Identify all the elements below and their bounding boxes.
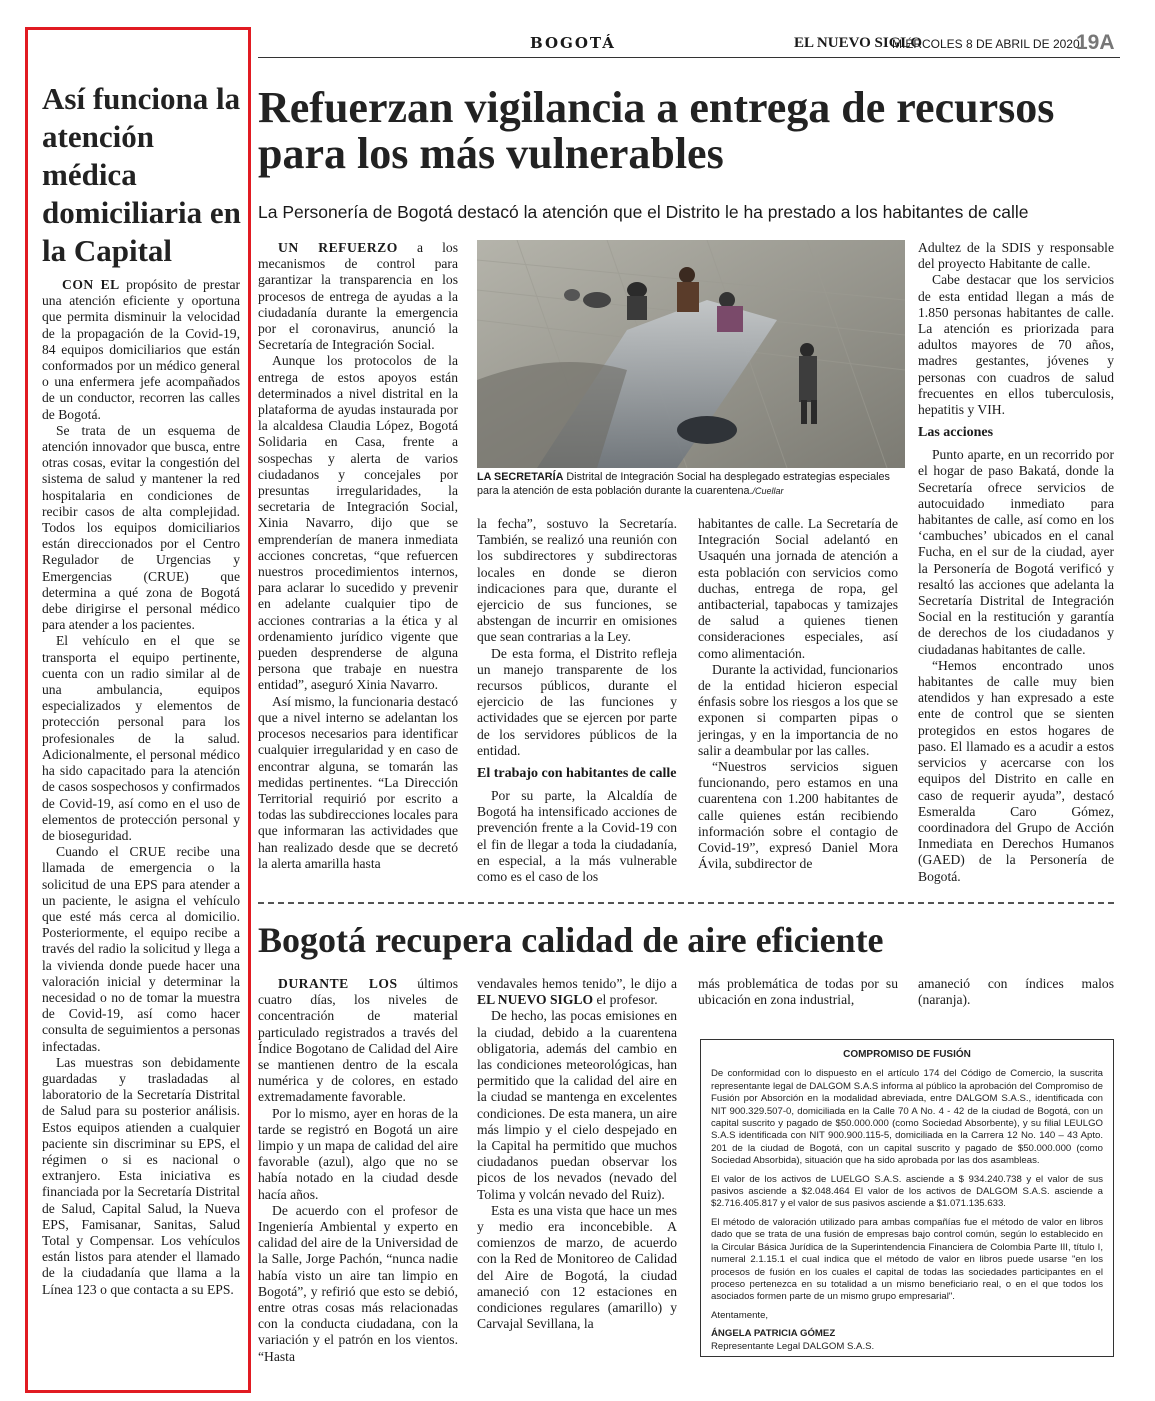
- article1-paragraph: Aunque los protocolos de la entrega de estos apoyos están determinados a nivel distrital en la plataforma de ayudas instaurada por la alcaldesa Claudia López, Bogotá Solidaria en Casa, frente a sospechas y alerta de varios ciudadanos y concejales por presuntas irregularidades, la secretaria de Integración Social, Xinia Navarro, dijo que se emprenderían de manera inmediata acciones concretas, “que refuercen nuestros procedimientos internos, para aclarar lo sucedido y prevenir en adelante cualquier tipo de acciones contrarias a la ética y al ordenamiento jurídico vigente que pueden desprenderse de alguna persona que trabaje en nuestra entidad”, aseguró Xinia Navarro.: [258, 353, 458, 693]
- notice-signer-title: Representante Legal DALGOM S.A.S.: [711, 1340, 875, 1352]
- article1-column-3: [698, 516, 898, 872]
- article1-paragraph: De esta forma, el Distrito refleja un manejo transparente de los recursos públicos, durante el ejercicio de las funciones y actividades que se ejercen por parte de los servidores públicos de la entidad.: [477, 645, 677, 758]
- main-subhead: La Personería de Bogotá destacó la atención que el Distrito le ha prestado a los habitantes de calle: [258, 202, 1029, 222]
- article-divider: [258, 902, 1114, 904]
- article1-paragraph: la fecha”, sostuvo la Secretaría. También, se realizó una reunión con los subdirectores y subdirectoras locales en donde se dieron indicaciones para que, durante el ejercicio de sus funciones, se abstengan de incurrir en omisiones que sean contrarias a la Ley.: [477, 516, 677, 645]
- article2-paragraph: De acuerdo con el profesor de Ingeniería Ambiental y experto en calidad del aire de la Universidad de la Salle, Jorge Pachón, “nunca nadie había visto un aire tan limpio en Bogotá”, y refirió que esto se debió, entre otras cosas más relacionadas con la conducta ciudadana, con la variación y el patrón en los vientos. “Hasta: [258, 1202, 458, 1364]
- notice-paragraph: De conformidad con lo dispuesto en el artículo 174 del Código de Comercio, la suscrita representante legal de DALGOM S.A.S informa al público la aprobación del Compromiso de Fusión por Absorción en la modalidad abreviada, entre DALGOM S.A.S., identificada con NIT 900.329.507-0, domiciliada en la Calle 70 A No. 4 - 42 de la ciudad de Bogotá, con un capital suscrito y pagado de $50.000.000 (como Sociedad Absorbente), y su filial LEULGO S.A.S identificada con NIT 900.900.115-5, domiciliada en la Carrera 12 No. 140 – 43 Apto. 201 de la ciudad de Bogotá, con un capital suscrito y pagado de $50.000.000 (como Sociedad Absorbida), situación que ha sido aprobada por las dos asambleas.: [711, 1068, 1103, 1167]
- caption-lead: LA SECRETARÍA: [477, 471, 564, 483]
- article1-paragraph: Cabe destacar que los servicios de esta entidad llegan a más de 1.850 personas habitantes de calle. La atención es priorizada para adultos mayores de 70 años, madres gestantes, jóvenes y personas con cuadros de salud frecuentes en ellos tuberculosis, hepatitis y VIH.: [918, 272, 1114, 418]
- photo-caption: [477, 471, 905, 498]
- article2-paragraph: amaneció con índices malos (naranja).: [918, 976, 1114, 1008]
- notice-closing: Atentamente,: [711, 1309, 769, 1321]
- notice-paragraph: El valor de los activos de LUELGO S.A.S. asciende a $ 934.240.738 y el valor de sus pasivos asciende a $2.048.464 El valor de los activos de DALGOM S.A.S. asciende a $2.716.405.817 y el valor de sus pasivos asciende a $1.071.135.633.: [711, 1173, 1103, 1210]
- legal-notice-box: [700, 1039, 1114, 1357]
- sidebar-paragraph: Las muestras son debidamente guardadas y trasladadas al laboratorio de la Secretaría Distrital de Salud para su posterior análisis. Estos equipos atienden a cualquier paciente sin discriminar su EPS, el régimen o si es nacional o extranjero. Esta iniciativa es financiada por la Secretaría Distrital de Salud, Capital Salud, la Nueva EPS, Famisanar, Sanitas, Salud Total y Compensar. Los vehículos están listos para atender el llamado de la ciudadanía que llama a la Línea 123 o que contacta a su EPS.: [42, 1054, 240, 1297]
- notice-title: COMPROMISO DE FUSIÓN: [843, 1049, 971, 1060]
- sidebar-lead-bold: CON EL: [62, 277, 120, 292]
- article1-lead-bold: UN REFUERZO: [278, 240, 398, 255]
- article1-paragraph: Así mismo, la funcionaria destacó que a nivel interno se adelantan los procesos necesarios para identificar cualquier irregularidad y en caso de encontrar alguna, se tomarán las medidas pertinentes. “La Dirección Territorial requirió por escrito a todas las subdirecciones locales para que informaran las actividades que han realizado desde que se decretó la alerta amarilla hasta: [258, 693, 458, 871]
- article2-paragraph: De hecho, las pocas emisiones en la ciudad, debido a la cuarentena obligatoria, además del cambio en las condiciones meteorológicas, han permitido que la calidad del aire en la ciudad se mantenga en excelentes condiciones. De esta manera, un aire más limpio y el cielo despejado en la Capital ha permitido que muchos ciudadanos puedan observar los picos de los nevados (nevado del Tolima y volcán nevado del Ruiz).: [477, 1008, 677, 1202]
- article2-paragraph: vendavales hemos tenido”, le dijo a EL NUEVO SIGLO el profesor.: [477, 976, 677, 1008]
- canal-photo-illustration: [477, 240, 905, 468]
- page-number: 19A: [1076, 31, 1115, 54]
- sidebar-paragraph: El vehículo en el que se transporta el equipo pertinente, cuenta con un radio similar al de una ambulancia, equipos especializados y elementos de protección personal para los profesionales de la salud. Adicionalmente, el personal médico ha sido capacitado para la atención de casos sospechosos y confirmados de Covid-19, así como en el uso de elementos de protección personal y de bioseguridad.: [42, 633, 240, 843]
- article2-paragraph: Por lo mismo, ayer en horas de la tarde se registró en Bogotá un aire limpio y un mapa de calidad del aire favorable (azul), algo que no se había notado en la ciudad desde hacía años.: [258, 1105, 458, 1202]
- article2-paragraph: Esta es una vista que hace un mes y medio era inconcebible. A comienzos de marzo, de acuerdo con la Red de Monitoreo de Calidad del Aire de Bogotá, la ciudad amaneció con 12 estaciones en condiciones regulares (amarillo) y Carvajal Sevillana, la: [477, 1202, 677, 1332]
- notice-paragraph: El método de valoración utilizado para ambas compañías fue el método de valor en libros dado que se trata de una fusión de empresas bajo control común, según lo establecido en la Circular Básica Jurídica de la Superintendencia Financiera de Colombia Parte III, título I, numeral 2.1.15.1 el cual indica que el método de valor en libros puede usarse "en los procesos de fusión en los cuales el capital de todas las sociedades participantes en el proceso pertenezca en su totalidad a un mismo beneficiario real, o en el que todos los asociados formen parte de un mismo grupo empresarial".: [711, 1216, 1103, 1303]
- article1-paragraph: Por su parte, la Alcaldía de Bogotá ha intensificado acciones de prevención frente a la Covid-19 con el fin de llegar a toda la ciudadanía, en especial, a la más vulnerable como es el caso de los: [477, 788, 677, 885]
- article2-paragraph: más problemática de todas por su ubicación en zona industrial,: [698, 976, 898, 1008]
- article1-paragraph: habitantes de calle. La Secretaría de Integración Social adelantó en Usaquén una jornada de atención a esta población con servicios como duchas, entrega de ropa, gel antibacterial, tapabocas y tamizajes de salud a quienes tienen consideraciones especiales, así como alimentación.: [698, 516, 898, 661]
- article2-column-2: [477, 976, 677, 1332]
- photo-credit: /Cuellar: [752, 485, 784, 496]
- second-headline: Bogotá recupera calidad de aire eficiente: [258, 920, 884, 960]
- article2-column-1: [258, 976, 458, 1365]
- article1-subtitle-acciones: Las acciones: [918, 425, 994, 441]
- notice-signer-name: ÁNGELA PATRICIA GÓMEZ: [711, 1328, 836, 1340]
- main-headline: Refuerzan vigilancia a entrega de recursos para los más vulnerables: [258, 83, 1055, 178]
- sidebar-paragraph: CON EL propósito de prestar una atención eficiente y oportuna que permita disminuir la velocidad de la propagación de la Covid-19, 84 equipos domiciliarios que están conformados por un médico general o una enfermera jefe acompañados de un conductor, recorren las calles de Bogotá.: [42, 277, 240, 422]
- article1-paragraph: Punto aparte, en un recorrido por el hogar de paso Bakatá, donde la Secretaría ofrece servicios de autocuidado inmediato para habitantes de calle, así como en los ‘cambuches’ ubicados en el canal Fucha, en el sur de la ciudad, ayer la Personería de Bogotá verificó y resaltó las acciones que adelanta la Secretaría Distrital de Integración Social en la restitución y garantía de derechos de los ciudadanos y ciudadanas habitantes de calle.: [918, 447, 1114, 657]
- sidebar-article-body: [42, 277, 240, 1298]
- article2-column-4: [918, 976, 1114, 1008]
- article2-column-3: [698, 976, 898, 1008]
- sidebar-headline: Así funciona la atención médica domiciliaria en la Capital: [42, 81, 241, 268]
- article1-paragraph: Adultez de la SDIS y responsable del proyecto Habitante de calle.: [918, 240, 1114, 272]
- header-rule: [258, 57, 1120, 58]
- section-label: BOGOTÁ: [530, 34, 616, 52]
- article1-column-1: [258, 240, 458, 872]
- article1-paragraph: “Nuestros servicios siguen funcionando, pero estamos en una cuarentena con 1.200 habitantes de calle quienes están recibiendo información sobre el contagio de Covid-19”, expresó Daniel Mora Ávila, subdirector de: [698, 759, 898, 872]
- sidebar-paragraph: Se trata de un esquema de atención innovador que busca, entre otras cosas, evitar la congestión del sistema de salud y mantener la red hospitalaria en condiciones de recibir casos de alta complejidad. Todos los equipos domiciliarios están direccionados por el Centro Regulador de Urgencias y Emergencias (CRUE) que determina a qué zona de Bogotá debe dirigirse el personal médico para atender a los pacientes.: [42, 422, 240, 633]
- article2-paragraph: DURANTE LOS últimos cuatro días, los niveles de concentración de material particulado registrados a través del Índice Bogotano de Calidad del Aire se mantienen dentro de la escala numérica y de colores, en estado extremadamente favorable.: [258, 976, 458, 1105]
- article1-paragraph: “Hemos encontrado unos habitantes de calle muy bien atendidos y han expresado a este ente de control que se sienten protegidos en estos hogares de paso. El llamado es a acudir a estos servicios y acercarse con los equipos del Distrito en calle en caso de requerir ayuda”, destacó Esmeralda Caro Gómez, coordinadora del Grupo de Acción Inmediata en Derechos Humanos (GAED) de la Personería de Bogotá.: [918, 657, 1114, 884]
- newspaper-brand: EL NUEVO SIGLO: [794, 35, 923, 51]
- article1-column-2: [477, 516, 677, 885]
- issue-date: MIÉRCOLES 8 DE ABRIL DE 2020: [892, 37, 1080, 51]
- article1-subtitle-habitantes: El trabajo con habitantes de calle: [477, 766, 677, 782]
- article1-column-4: [918, 240, 1114, 885]
- article1-paragraph: Durante la actividad, funcionarios de la entidad hicieron especial énfasis sobre los riesgos a los que se exponen si comparten pipas o jeringas, y en la importancia de no salir a deambular por las calles.: [698, 661, 898, 758]
- article1-paragraph: UN REFUERZO a los mecanismos de control para garantizar la transparencia en los procesos de entrega de ayudas a la ciudadanía durante la emergencia por el coronavirus, anunció la Secretaría de Integración Social.: [258, 240, 459, 353]
- newspaper-name-mention: EL NUEVO SIGLO: [477, 992, 594, 1008]
- news-photo: [477, 240, 905, 468]
- sidebar-paragraph: Cuando el CRUE recibe una llamada de emergencia o la solicitud de una EPS para atender a un paciente, le asigna el vehículo que esté más cerca al domicilio. Posteriormente, el equipo recibe a través del radio la solicitud y llega a la vivienda donde puede hacer una valoración inicial y determinar la necesidad o no de tomar la muestra de Covid-19, así como hacer consulta de seguimientos a personas infectadas.: [42, 844, 240, 1054]
- article2-lead-bold: DURANTE LOS: [278, 976, 398, 991]
- caption-text: Distrital de Integración Social ha desplegado estrategias especiales para la atención de esta población durante la cuarentena.: [477, 471, 890, 497]
